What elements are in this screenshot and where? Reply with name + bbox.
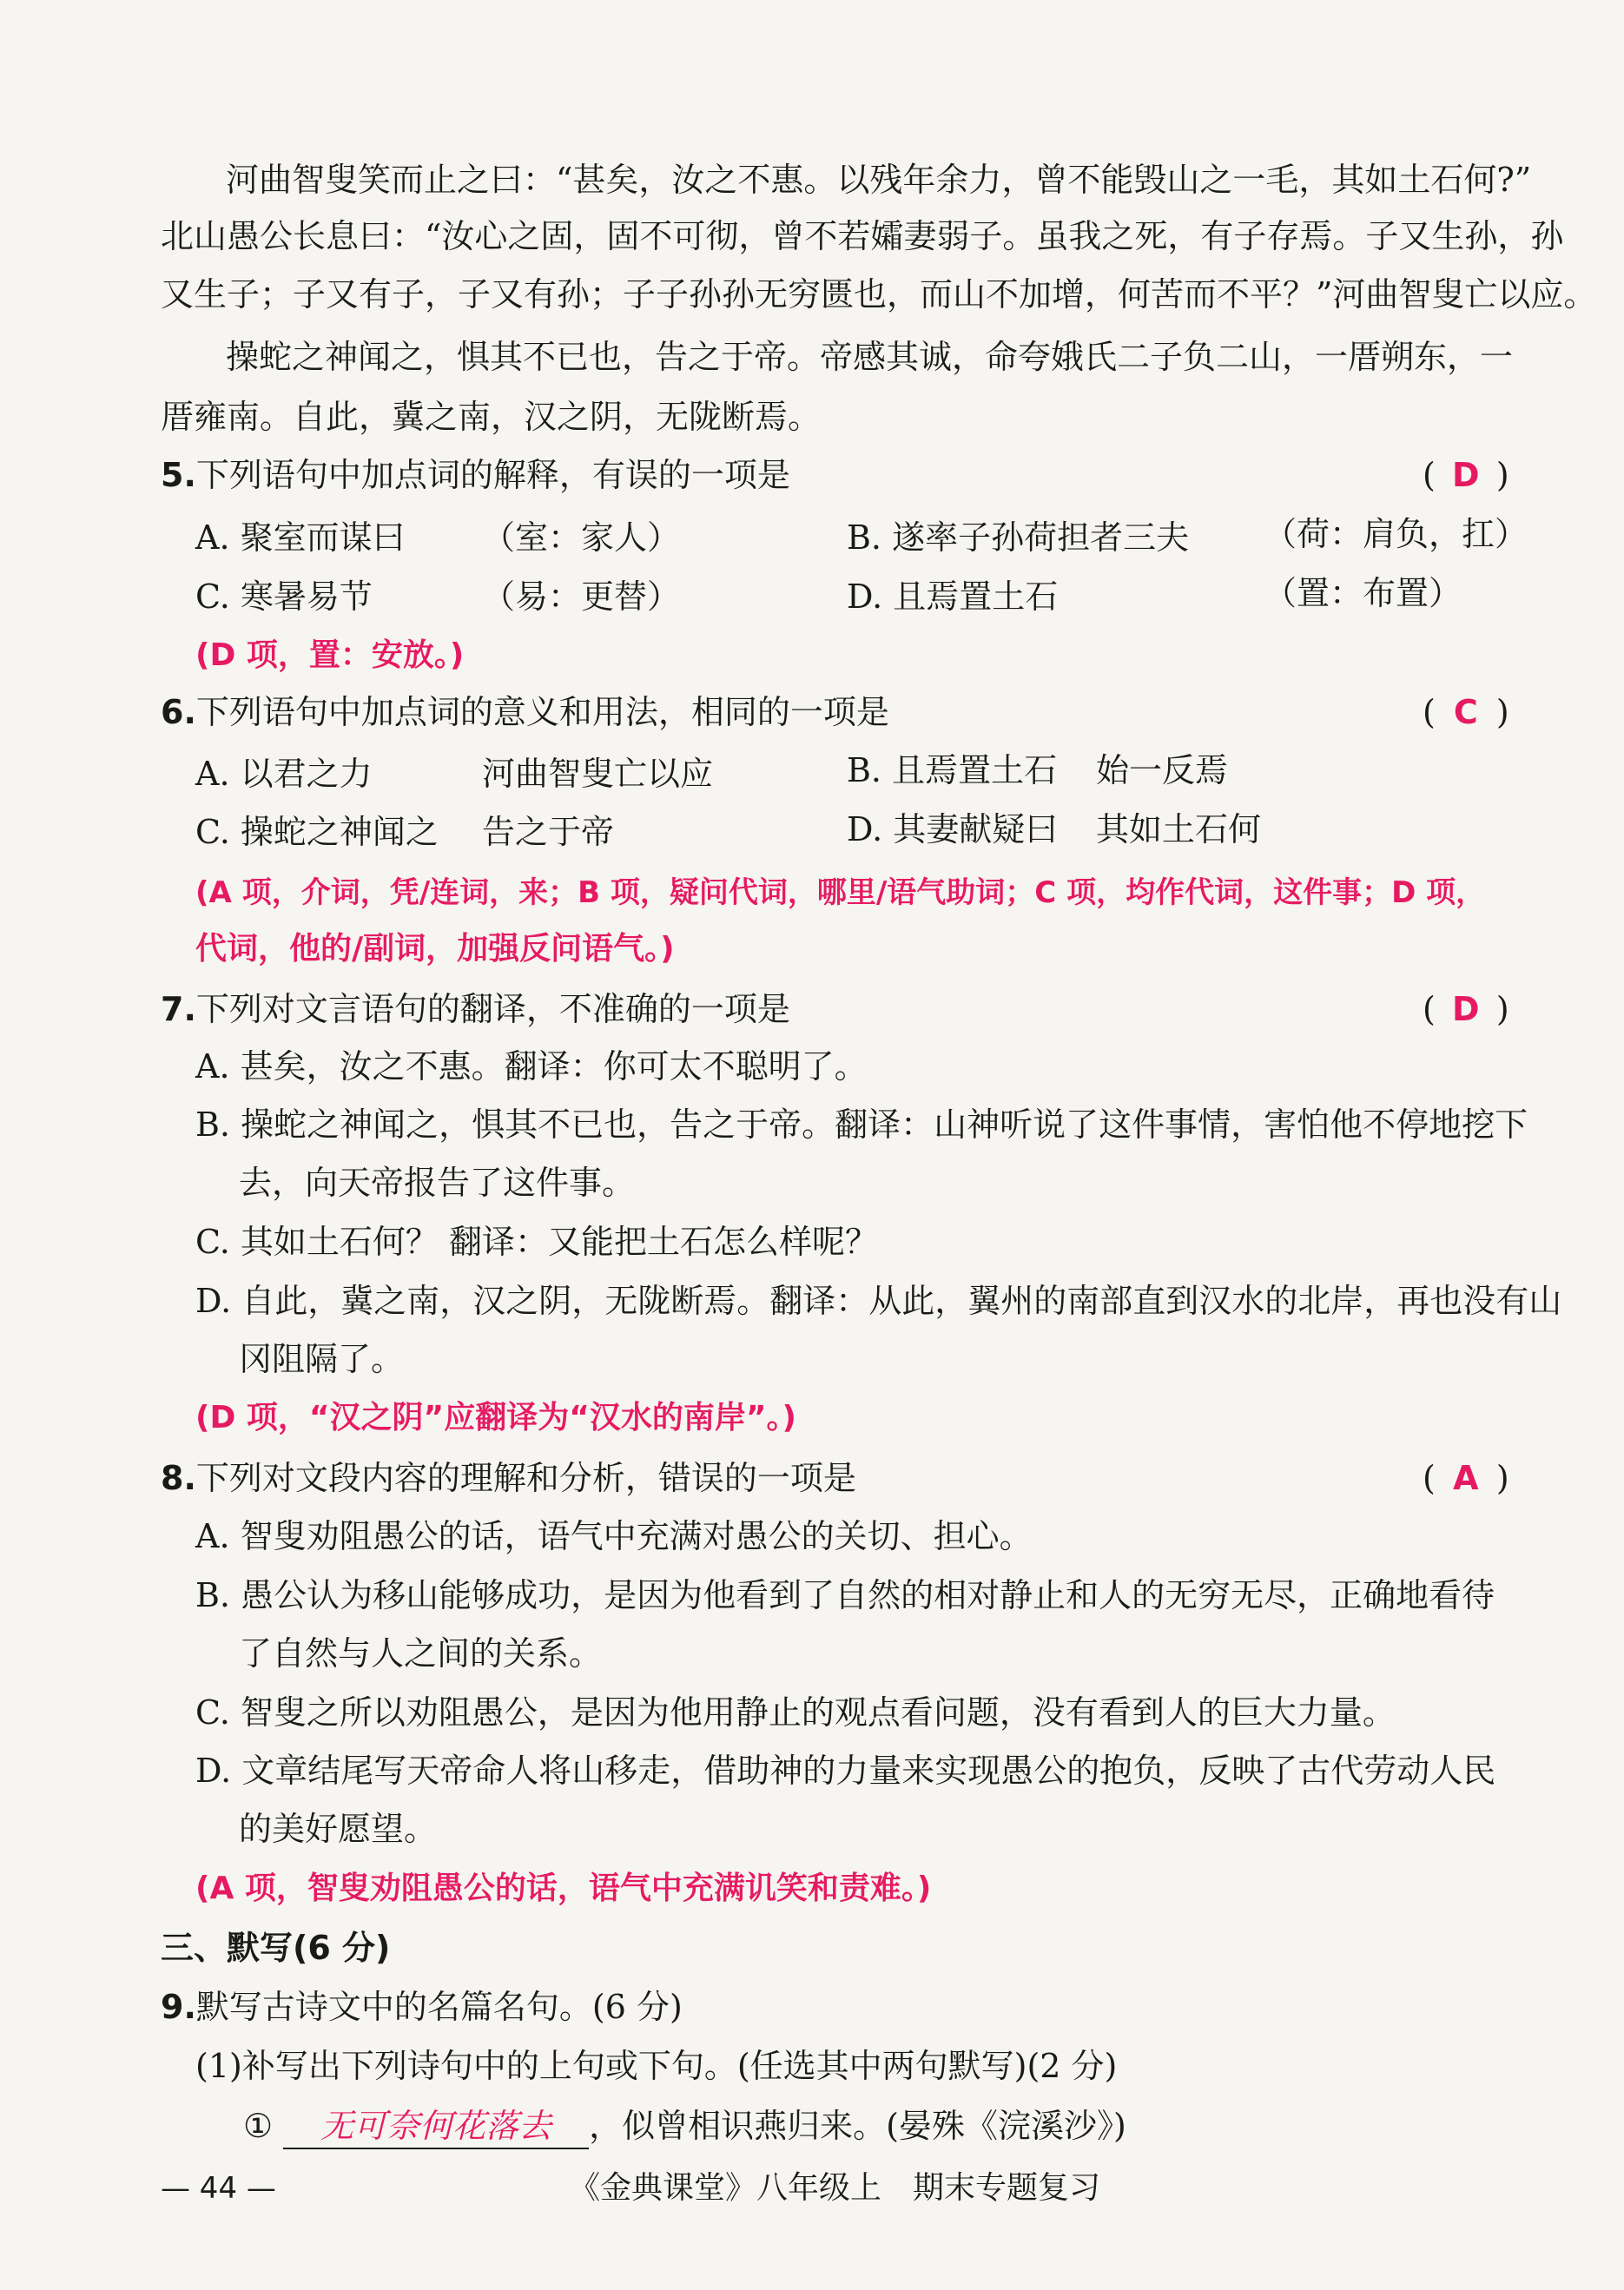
option-c-2: 告之于帝 bbox=[482, 813, 615, 851]
option-c: C. 其如土石何？ 翻译：又能把土石怎么样呢？ bbox=[195, 1223, 878, 1261]
question-9-stem bbox=[161, 1985, 683, 2029]
option-b-note: （荷：肩负，扛） bbox=[1264, 515, 1528, 553]
question-number: 8. bbox=[161, 1459, 196, 1497]
question-text: 默写古诗文中的名篇名句。(6 分) bbox=[195, 1988, 683, 2026]
question-number: 9. bbox=[161, 1988, 196, 2026]
answer-box bbox=[1423, 690, 1509, 734]
book-title: 《金典课堂》八年级上 期末专题复习 bbox=[569, 2170, 1101, 2206]
paren-close: ) bbox=[1495, 693, 1509, 731]
option-c-note: （易：更替） bbox=[482, 577, 681, 616]
question-7-stem bbox=[161, 987, 790, 1031]
question-text: 下列对文段内容的理解和分析，错误的一项是 bbox=[195, 1459, 856, 1497]
answer-fill-blank: 无可奈何花落去 bbox=[283, 2104, 589, 2149]
option-b-cont: 了自然与人之间的关系。 bbox=[239, 1634, 603, 1673]
paren-close: ) bbox=[1495, 990, 1509, 1028]
passage-line: 又生子；子又有子，子又有孙；子子孙孙无穷匮也，而山不加增，何苦而不平？”河曲智叟亡以应。 bbox=[161, 275, 1597, 313]
passage-line: 河曲智叟笑而止之曰：“甚矣，汝之不惠。以残年余力，曾不能毁山之一毛，其如土石何?” bbox=[226, 161, 1532, 199]
option-d-note: （置：布置） bbox=[1264, 574, 1462, 612]
answer-letter: D bbox=[1452, 456, 1480, 494]
option-d-cont: 的美好愿望。 bbox=[239, 1810, 438, 1848]
answer-explanation: (A 项，智叟劝阻愚公的话，语气中充满讥笑和责难。) bbox=[195, 1871, 932, 1906]
page-number: — 44 — bbox=[161, 2171, 276, 2206]
paren-close: ) bbox=[1495, 1459, 1509, 1497]
option-d-1: D. 其妻献疑曰 bbox=[847, 810, 1059, 848]
answer-explanation: (D 项，“汉之阴”应翻译为“汉水的南岸”。) bbox=[195, 1400, 796, 1435]
answer-box bbox=[1423, 1456, 1509, 1500]
paren-open: ( bbox=[1423, 456, 1436, 494]
paren-open: ( bbox=[1423, 693, 1436, 731]
option-d: D. 文章结尾写天帝命人将山移走，借助神的力量来实现愚公的抱负，反映了古代劳动人民 bbox=[195, 1752, 1496, 1790]
passage-line: 北山愚公长息曰：“汝心之固，固不可彻，曾不若孀妻弱子。虽我之死，有子存焉。子又生孙，孙 bbox=[161, 217, 1564, 255]
item-text: ，似曾相识燕归来。(晏殊《浣溪沙》) bbox=[589, 2107, 1126, 2145]
option-a: A. 甚矣，汝之不惠。翻译：你可太不聪明了。 bbox=[195, 1047, 868, 1086]
option-a-note: （室：家人） bbox=[482, 518, 681, 557]
question-6-stem bbox=[161, 690, 889, 734]
option-b-cont: 去，向天帝报告了这件事。 bbox=[239, 1164, 636, 1202]
paren-open: ( bbox=[1423, 1459, 1436, 1497]
option-c: C. 寒暑易节 bbox=[195, 577, 373, 616]
option-d: D. 且焉置土石 bbox=[847, 577, 1059, 616]
question-5-stem bbox=[161, 453, 790, 497]
answer-letter: D bbox=[1452, 990, 1480, 1028]
sub-question: (1)补写出下列诗句中的上句或下句。(任选其中两句默写)(2 分) bbox=[195, 2047, 1118, 2085]
answer-letter: C bbox=[1453, 693, 1478, 731]
answer-explanation: 代词，他的/副词，加强反问语气。) bbox=[195, 931, 675, 967]
question-text: 下列对文言语句的翻译，不准确的一项是 bbox=[195, 990, 790, 1028]
question-number: 6. bbox=[161, 693, 196, 731]
passage-line: 操蛇之神闻之，惧其不已也，告之于帝。帝感其诚，命夸娥氏二子负二山，一厝朔东，一 bbox=[226, 338, 1514, 376]
question-number: 7. bbox=[161, 990, 196, 1028]
answer-box bbox=[1423, 987, 1509, 1031]
option-b: B. 遂率子孙荷担者三夫 bbox=[847, 518, 1190, 557]
answer-letter: A bbox=[1453, 1459, 1479, 1497]
question-text: 下列语句中加点词的意义和用法，相同的一项是 bbox=[195, 693, 889, 731]
question-number: 5. bbox=[161, 456, 196, 494]
section-title: 三、默写(6 分) bbox=[161, 1929, 391, 1967]
paren-close: ) bbox=[1495, 456, 1509, 494]
paren-open: ( bbox=[1423, 990, 1436, 1028]
option-c: C. 智叟之所以劝阻愚公，是因为他用静止的观点看问题，没有看到人的巨大力量。 bbox=[195, 1693, 1396, 1732]
fill-in-item bbox=[243, 2104, 1126, 2149]
option-b: B. 操蛇之神闻之，惧其不已也，告之于帝。翻译：山神听说了这件事情，害怕他不停地挖下 bbox=[195, 1105, 1528, 1144]
item-marker: ① bbox=[243, 2107, 274, 2145]
option-b-1: B. 且焉置土石 bbox=[847, 751, 1058, 789]
option-a: A. 聚室而谋曰 bbox=[195, 518, 406, 557]
option-d-2: 其如土石何 bbox=[1096, 810, 1262, 848]
option-c-1: C. 操蛇之神闻之 bbox=[195, 813, 439, 851]
question-8-stem bbox=[161, 1456, 856, 1500]
answer-explanation: (D 项，置：安放。) bbox=[195, 637, 465, 673]
option-b-2: 始一反焉 bbox=[1096, 751, 1229, 789]
option-b: B. 愚公认为移山能够成功，是因为他看到了自然的相对静止和人的无穷无尽，正确地看待 bbox=[195, 1576, 1495, 1614]
passage-line: 厝雍南。自此，冀之南，汉之阴，无陇断焉。 bbox=[161, 398, 822, 436]
question-text: 下列语句中加点词的解释，有误的一项是 bbox=[195, 456, 790, 494]
option-a: A. 智叟劝阻愚公的话，语气中充满对愚公的关切、担心。 bbox=[195, 1517, 1033, 1555]
option-a-2: 河曲智叟亡以应 bbox=[482, 755, 714, 793]
option-a-1: A. 以君之力 bbox=[195, 755, 373, 793]
option-d: D. 自此，冀之南，汉之阴，无陇断焉。翻译：从此，翼州的南部直到汉水的北岸，再也没有山 bbox=[195, 1282, 1562, 1320]
answer-box bbox=[1423, 453, 1509, 497]
answer-explanation: (A 项，介词，凭/连词，来；B 项，疑问代词，哪里/语气助词；C 项，均作代词，这件事；D 项， bbox=[195, 875, 1486, 910]
option-d-cont: 冈阻隔了。 bbox=[239, 1340, 405, 1378]
